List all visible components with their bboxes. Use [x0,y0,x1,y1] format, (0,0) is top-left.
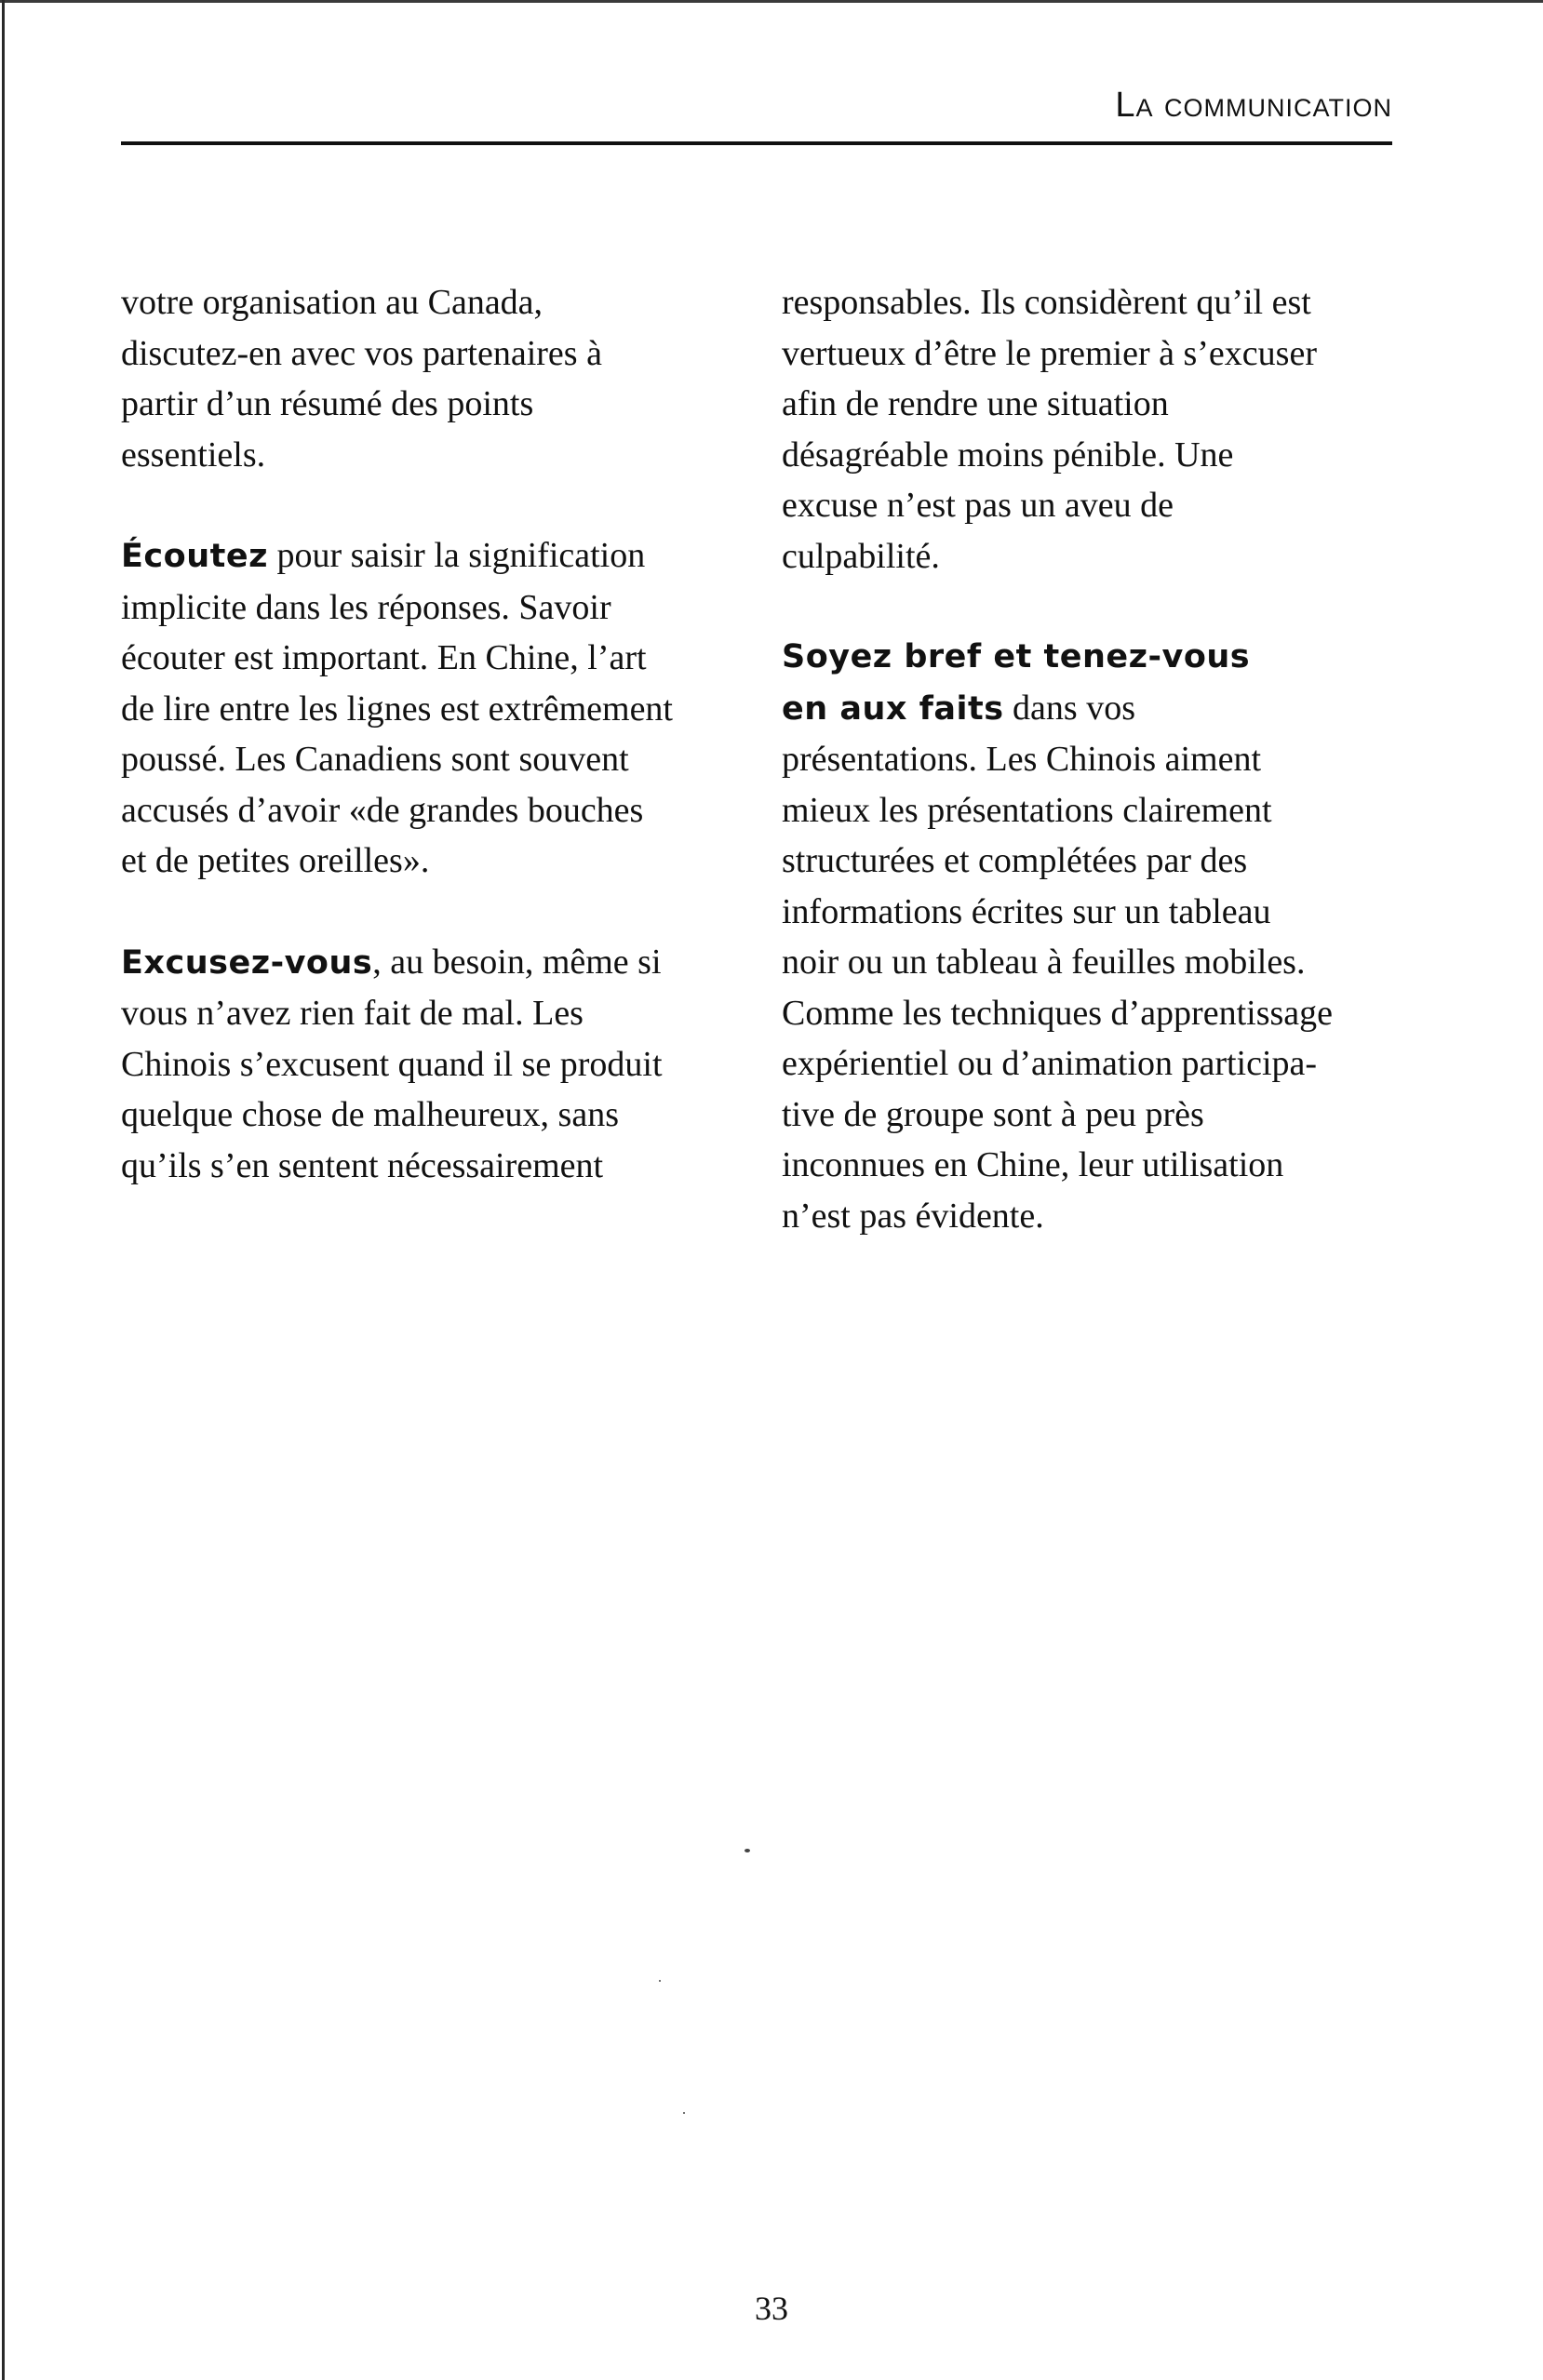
text-line: culpabilité. [782,536,940,576]
paragraph-organisation [121,277,754,480]
text-line: mieux les présentations clairement [782,790,1272,830]
paragraph-responsables [782,277,1415,582]
scan-speck [745,1849,750,1852]
left-column [121,277,754,1191]
paragraph-excusez-vous [121,937,754,1192]
text-line: poussé. Les Canadiens sont souvent [121,740,629,779]
text-line: partir d’un résumé des points [121,384,534,423]
text-line: accusés d’avoir «de grandes bouches [121,790,644,830]
text-fragment: dans vos [1003,688,1135,728]
text-line [121,530,754,582]
text-line: afin de rendre une situation [782,384,1169,423]
text-line: implicite dans les réponses. Savoir [121,587,611,627]
text-line: essentiels. [121,435,266,475]
text-line: discutez-en avec vos partenaires à [121,333,602,373]
header-rule [121,141,1392,145]
keyword-ecoutez: Écoutez [121,538,268,575]
text-line: vous n’avez rien fait de mal. Les [121,994,584,1033]
text-line: qu’ils s’en sentent nécessairement [121,1145,604,1185]
running-header [121,86,1392,145]
text-line: excuse n’est pas un aveu de [782,486,1174,525]
text-line: Comme les techniques d’apprentissage [782,993,1334,1033]
text-line: tive de groupe sont à peu près [782,1094,1204,1134]
paragraph-ecoutez [121,530,754,887]
chapter-title: La communication [1115,86,1392,125]
scan-speck [659,1980,661,1982]
text-line: Chinois s’excusent quand il se produit [121,1044,663,1084]
text-line: informations écrites sur un tableau [782,891,1271,931]
keyword-excusez-vous: Excusez-vous [121,943,373,982]
text-line: vertueux d’être le premier à s’excuser [782,333,1317,373]
scan-speck [683,2112,685,2114]
text-line: votre organisation au Canada, [121,283,543,322]
page-edge-top [0,0,1543,3]
text-fragment: , au besoin, même si [372,942,662,982]
keyword-aux-faits: en aux faits [782,689,1004,728]
text-line: structurées et complétées par des [782,841,1248,880]
text-line: présentations. Les Chinois aiment [782,740,1262,779]
text-line: noir ou un tableau à feuilles mobiles. [782,943,1306,982]
text-line: désagréable moins pénible. Une [782,435,1234,475]
text-line [782,683,1415,735]
text-line: inconnues en Chine, leur utilisation [782,1145,1284,1184]
text-line: n’est pas évidente. [782,1196,1044,1236]
text-line: écouter est important. En Chine, l’art [121,638,647,677]
text-line: et de petites oreilles». [121,841,430,880]
text-line [121,937,754,989]
keyword-soyez-bref: Soyez bref et tenez-vous [782,638,1251,675]
paragraph-soyez-bref [782,632,1415,1241]
text-line: responsables. Ils considèrent qu’il est [782,283,1311,322]
page-number: 33 [755,2290,788,2327]
text-line: expérientiel ou d’animation participa- [782,1044,1318,1083]
page-edge-left [2,0,5,2380]
text-line: quelque chose de malheureux, sans [121,1095,619,1134]
text-fragment: pour saisir la signification [267,536,646,575]
right-column [782,277,1415,1241]
text-line: de lire entre les lignes est extrêmement [121,689,673,729]
